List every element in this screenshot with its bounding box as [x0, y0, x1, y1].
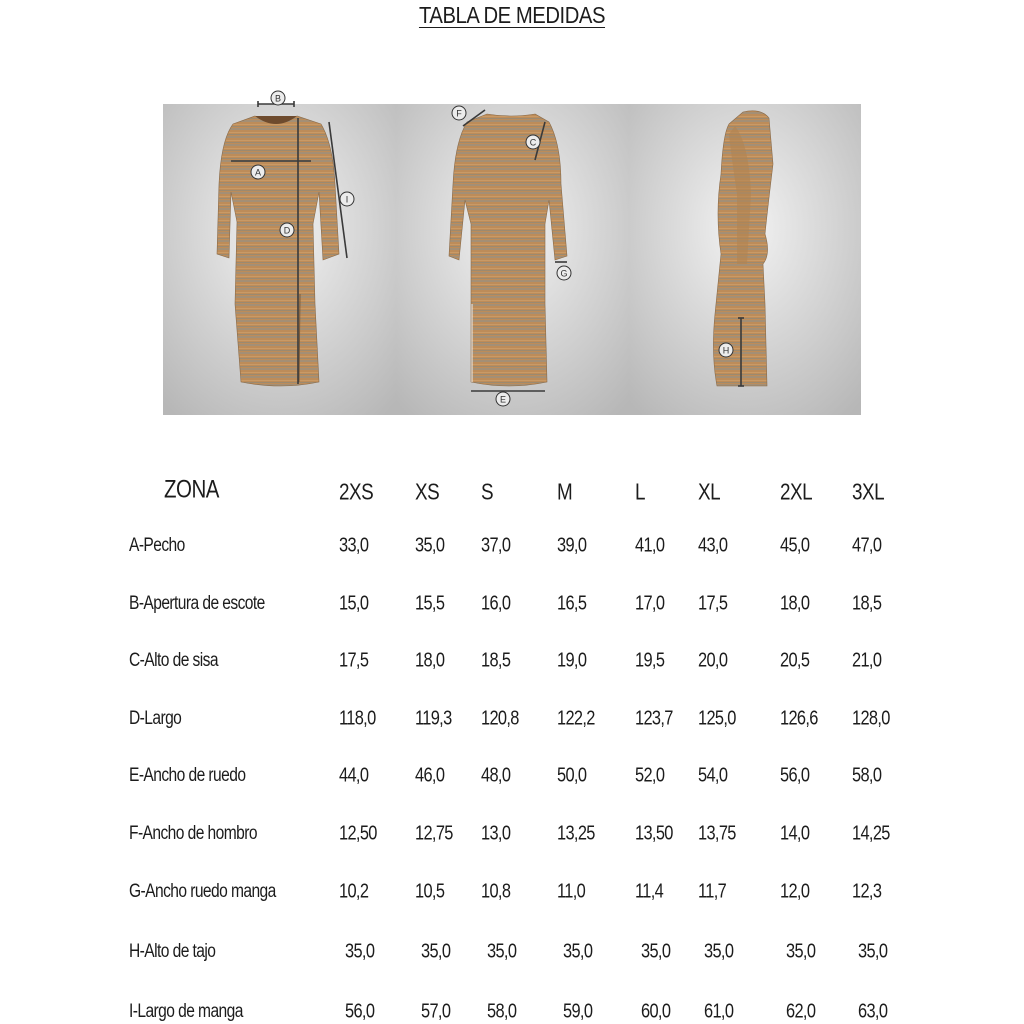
row-label: H-Alto de tajo	[129, 940, 216, 962]
size-table	[0, 462, 1024, 1024]
table-cell: 21,0	[852, 649, 882, 672]
table-cell: 122,2	[557, 707, 595, 730]
table-cell: 63,0	[858, 1000, 888, 1023]
table-cell: 48,0	[481, 764, 511, 787]
table-cell: 41,0	[635, 534, 665, 557]
marker-label: E	[499, 394, 507, 405]
table-cell: 37,0	[481, 534, 511, 557]
table-cell: 56,0	[780, 764, 810, 787]
table-cell: 11,4	[635, 880, 664, 903]
table-cell: 56,0	[345, 1000, 375, 1023]
size-header-s: S	[481, 478, 494, 505]
size-header-3xl: 3XL	[852, 478, 885, 505]
marker-label: A	[254, 167, 262, 178]
row-label: E-Ancho de ruedo	[129, 765, 246, 787]
marker-i	[340, 192, 354, 206]
table-cell: 35,0	[421, 940, 451, 963]
size-header-xl: XL	[698, 478, 721, 505]
table-cell: 13,25	[557, 822, 595, 845]
table-cell: 10,5	[415, 880, 445, 903]
marker-label: C	[529, 137, 537, 148]
table-cell: 19,0	[557, 649, 587, 672]
table-cell: 17,5	[698, 592, 728, 615]
marker-c	[526, 135, 540, 149]
table-cell: 13,0	[481, 822, 511, 845]
marker-a	[251, 165, 265, 179]
table-cell: 35,0	[345, 940, 375, 963]
table-cell: 35,0	[415, 534, 445, 557]
marker-g	[557, 266, 571, 280]
table-cell: 17,0	[635, 592, 665, 615]
table-cell: 54,0	[698, 764, 728, 787]
row-label: A-Pecho	[129, 535, 185, 556]
dress-measurement-figure	[163, 93, 861, 415]
marker-label: H	[722, 345, 730, 356]
table-cell: 59,0	[563, 1000, 593, 1023]
table-cell: 11,7	[698, 880, 727, 903]
table-cell: 10,2	[339, 880, 369, 903]
table-cell: 12,0	[780, 880, 810, 903]
table-cell: 15,5	[415, 592, 445, 615]
table-cell: 44,0	[339, 764, 369, 787]
row-label: F-Ancho de hombro	[129, 823, 257, 844]
marker-label: G	[560, 268, 568, 279]
marker-label: F	[456, 108, 462, 119]
table-cell: 13,50	[635, 822, 673, 845]
table-cell: 61,0	[704, 1000, 734, 1023]
table-cell: 126,6	[780, 707, 818, 730]
table-cell: 20,5	[780, 649, 810, 672]
table-cell: 10,8	[481, 880, 511, 903]
row-label: I-Largo de manga	[129, 1000, 243, 1022]
table-cell: 12,3	[852, 880, 882, 903]
table-cell: 12,50	[339, 822, 377, 845]
table-cell: 18,0	[415, 649, 445, 672]
table-cell: 13,75	[698, 822, 736, 845]
table-cell: 47,0	[852, 534, 882, 557]
marker-e	[496, 392, 510, 406]
row-label: D-Largo	[129, 707, 182, 729]
table-cell: 60,0	[641, 1000, 671, 1023]
table-cell: 43,0	[698, 534, 728, 557]
table-cell: 35,0	[786, 940, 816, 963]
table-cell: 46,0	[415, 764, 445, 787]
row-label: B-Apertura de escote	[129, 592, 265, 614]
table-cell: 19,5	[635, 649, 665, 672]
marker-d	[280, 223, 294, 237]
table-cell: 35,0	[858, 940, 888, 963]
row-label: C-Alto de sisa	[129, 650, 218, 672]
table-cell: 15,0	[339, 592, 369, 615]
table-cell: 52,0	[635, 764, 665, 787]
marker-label: I	[345, 194, 349, 205]
table-cell: 20,0	[698, 649, 728, 672]
table-cell: 18,5	[481, 649, 511, 672]
table-cell: 18,0	[780, 592, 810, 615]
table-cell: 50,0	[557, 764, 587, 787]
marker-b	[271, 91, 285, 105]
table-cell: 39,0	[557, 534, 587, 557]
size-header-xs: XS	[415, 478, 440, 505]
table-cell: 11,0	[557, 880, 586, 903]
page-title: TABLA DE MEDIDAS	[418, 2, 606, 28]
table-cell: 35,0	[563, 940, 593, 963]
dress-illustration	[163, 93, 861, 415]
table-cell: 33,0	[339, 534, 369, 557]
table-cell: 118,0	[339, 707, 376, 730]
table-cell: 35,0	[704, 940, 734, 963]
table-cell: 123,7	[635, 707, 673, 730]
table-cell: 17,5	[339, 649, 369, 672]
table-cell: 16,5	[557, 592, 587, 615]
marker-f	[452, 106, 466, 120]
marker-h	[719, 343, 733, 357]
table-cell: 14,0	[780, 822, 810, 845]
table-cell: 62,0	[786, 1000, 816, 1023]
table-cell: 45,0	[780, 534, 810, 557]
size-header-2xl: 2XL	[780, 478, 813, 505]
table-cell: 35,0	[487, 940, 517, 963]
table-cell: 14,25	[852, 822, 890, 845]
size-header-l: L	[635, 478, 646, 505]
table-cell: 16,0	[481, 592, 511, 615]
table-cell: 125,0	[698, 707, 736, 730]
table-cell: 12,75	[415, 822, 453, 845]
table-cell: 120,8	[481, 707, 519, 730]
marker-label: B	[274, 93, 282, 104]
table-cell: 58,0	[852, 764, 882, 787]
size-header-m: M	[557, 478, 573, 505]
table-cell: 57,0	[421, 1000, 451, 1023]
table-cell: 128,0	[852, 707, 890, 730]
size-header-2xs: 2XS	[339, 478, 374, 505]
zone-header: ZONA	[164, 475, 219, 504]
marker-label: D	[283, 225, 291, 236]
table-cell: 35,0	[641, 940, 671, 963]
row-label: G-Ancho ruedo manga	[129, 880, 276, 902]
table-cell: 18,5	[852, 592, 882, 615]
table-cell: 58,0	[487, 1000, 517, 1023]
table-cell: 119,3	[415, 707, 452, 730]
